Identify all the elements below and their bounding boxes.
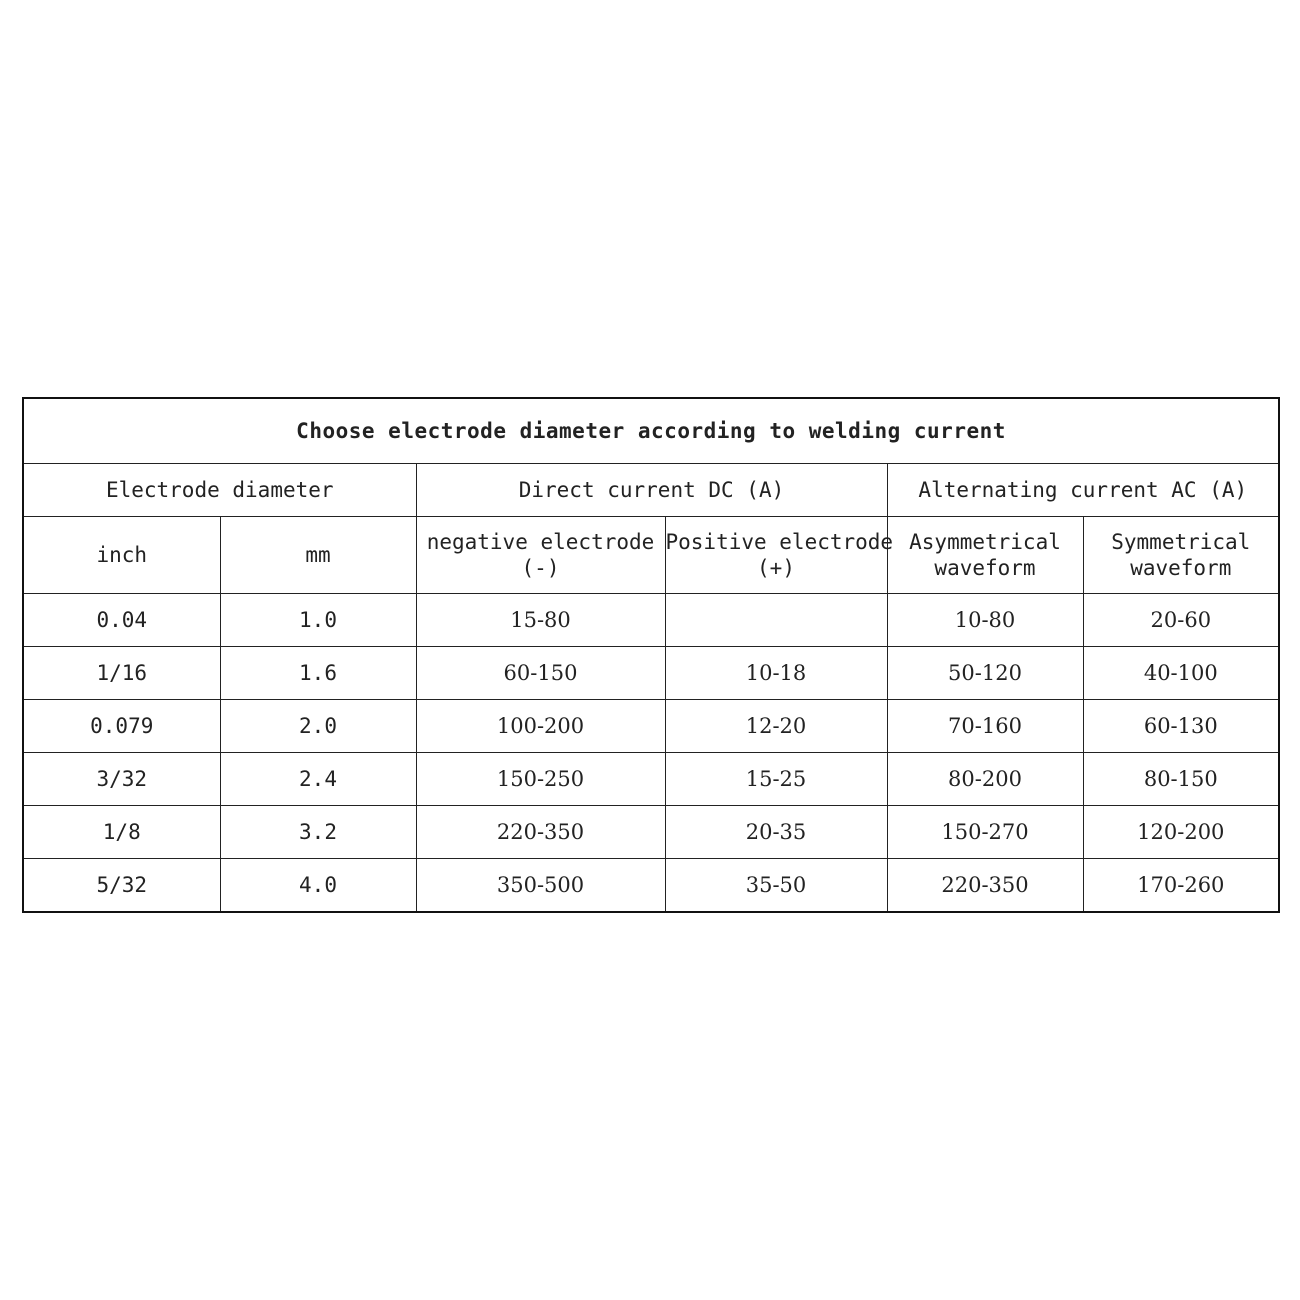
header-direct-current: Direct current DC (A) <box>416 464 887 517</box>
electrode-current-table <box>22 397 1280 913</box>
group-header-row <box>23 464 1279 517</box>
cell-negative-electrode: 150-250 <box>416 753 665 806</box>
cell-inch: 5/32 <box>23 859 220 913</box>
cell-symmetrical: 170-260 <box>1083 859 1279 913</box>
header-asymmetrical-waveform <box>887 517 1083 594</box>
cell-symmetrical: 40-100 <box>1083 647 1279 700</box>
header-asymmetrical-line2: waveform <box>934 556 1036 580</box>
table-row <box>23 859 1279 913</box>
cell-positive-electrode: 12-20 <box>665 700 887 753</box>
cell-negative-electrode: 60-150 <box>416 647 665 700</box>
cell-symmetrical: 80-150 <box>1083 753 1279 806</box>
cell-inch: 0.04 <box>23 594 220 647</box>
cell-mm: 1.0 <box>220 594 416 647</box>
table-row <box>23 647 1279 700</box>
cell-mm: 2.0 <box>220 700 416 753</box>
header-electrode-diameter: Electrode diameter <box>23 464 416 517</box>
cell-mm: 1.6 <box>220 647 416 700</box>
header-inch: inch <box>23 517 220 594</box>
electrode-table-container <box>22 397 1278 905</box>
header-positive-electrode-line1: Positive electrode <box>665 530 894 554</box>
header-negative-electrode-line1: negative electrode <box>426 530 655 554</box>
cell-asymmetrical: 10-80 <box>887 594 1083 647</box>
cell-asymmetrical: 70-160 <box>887 700 1083 753</box>
sub-header-row <box>23 517 1279 594</box>
cell-positive-electrode: 20-35 <box>665 806 887 859</box>
header-mm: mm <box>220 517 416 594</box>
header-symmetrical-line1: Symmetrical <box>1111 530 1251 554</box>
header-alternating-current: Alternating current AC (A) <box>887 464 1279 517</box>
header-positive-electrode <box>665 517 894 594</box>
title-row <box>23 398 1279 464</box>
cell-symmetrical: 20-60 <box>1083 594 1279 647</box>
cell-inch: 0.079 <box>23 700 220 753</box>
cell-inch: 1/16 <box>23 647 220 700</box>
header-symmetrical-line2: waveform <box>1130 556 1232 580</box>
cell-mm: 3.2 <box>220 806 416 859</box>
table-title: Choose electrode diameter according to welding current <box>23 398 1279 464</box>
cell-symmetrical: 60-130 <box>1083 700 1279 753</box>
header-asymmetrical-line1: Asymmetrical <box>909 530 1061 554</box>
cell-asymmetrical: 150-270 <box>887 806 1083 859</box>
cell-positive-electrode <box>665 594 887 647</box>
cell-negative-electrode: 220-350 <box>416 806 665 859</box>
cell-negative-electrode: 100-200 <box>416 700 665 753</box>
header-negative-electrode <box>416 517 665 594</box>
cell-negative-electrode: 350-500 <box>416 859 665 913</box>
header-positive-electrode-line2: (+) <box>757 556 795 580</box>
header-negative-electrode-line2: (-) <box>521 556 560 580</box>
cell-symmetrical: 120-200 <box>1083 806 1279 859</box>
cell-positive-electrode: 10-18 <box>665 647 887 700</box>
header-symmetrical-waveform <box>1083 517 1279 594</box>
table-row <box>23 806 1279 859</box>
table-row <box>23 700 1279 753</box>
cell-mm: 2.4 <box>220 753 416 806</box>
cell-positive-electrode: 15-25 <box>665 753 887 806</box>
table-row <box>23 753 1279 806</box>
cell-asymmetrical: 50-120 <box>887 647 1083 700</box>
table-row <box>23 594 1279 647</box>
cell-inch: 3/32 <box>23 753 220 806</box>
cell-negative-electrode: 15-80 <box>416 594 665 647</box>
cell-asymmetrical: 220-350 <box>887 859 1083 913</box>
cell-asymmetrical: 80-200 <box>887 753 1083 806</box>
cell-inch: 1/8 <box>23 806 220 859</box>
cell-mm: 4.0 <box>220 859 416 913</box>
cell-positive-electrode: 35-50 <box>665 859 887 913</box>
